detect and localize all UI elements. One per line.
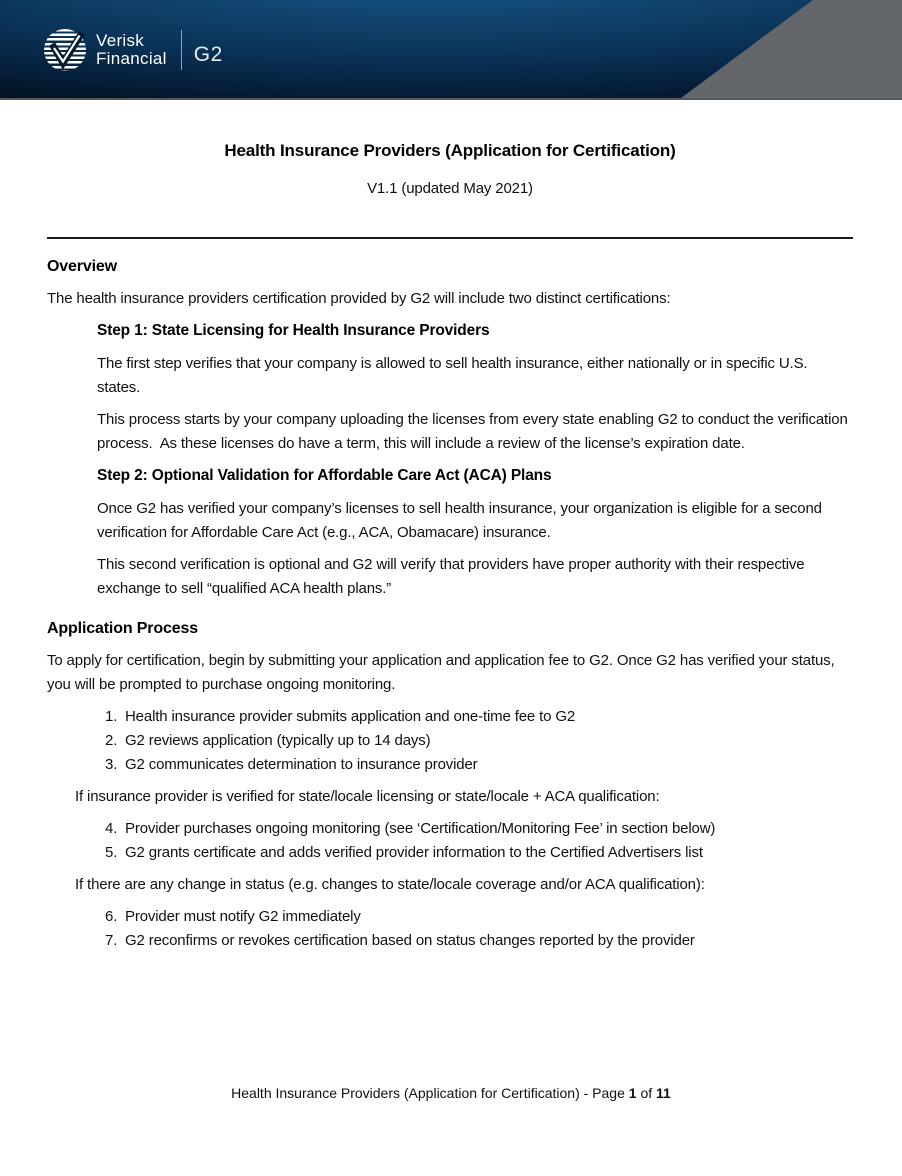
- conditional-note-1: If insurance provider is verified for state/locale licensing or state/locale + ACA qualification:: [75, 788, 660, 805]
- process-steps-4-5: [47, 817, 853, 865]
- overview-intro: The health insurance providers certification provided by G2 will include two distinct certifications:: [47, 290, 671, 307]
- step-text: G2 communicates determination to insurance provider: [125, 756, 478, 773]
- process-step-item-5: [47, 841, 853, 865]
- process-steps-1-3: [47, 705, 853, 777]
- title-rule: [47, 237, 853, 239]
- step-text: G2 grants certificate and adds verified provider information to the Certified Advertisers list: [125, 844, 703, 861]
- process-steps-6-7: [47, 905, 853, 953]
- verisk-financial-g2-logo: [44, 29, 223, 71]
- step-number: 1.: [105, 708, 118, 725]
- step-number: 2.: [105, 732, 118, 749]
- verisk-globe-icon: [44, 29, 86, 71]
- globe-checkmark: [44, 29, 86, 71]
- overview-heading: Overview: [47, 258, 117, 275]
- process-step-item-1: [47, 705, 853, 729]
- logo-divider: [181, 30, 182, 70]
- process-step-item-6: [47, 905, 853, 929]
- brand-name-line1: Verisk: [96, 31, 145, 50]
- step-1-paragraph-1: The first step verifies that your company is allowed to sell health insurance, either nationally or in specific U.S. states.: [97, 355, 812, 396]
- page-footer: [0, 1084, 902, 1102]
- process-step-item-2: [47, 729, 853, 753]
- process-step-item-4: [47, 817, 853, 841]
- step-text: Provider purchases ongoing monitoring (see ‘Certification/Monitoring Fee’ in section below): [125, 820, 716, 837]
- step-2-heading: Step 2: Optional Validation for Affordable Care Act (ACA) Plans: [97, 467, 552, 484]
- application-process-intro: To apply for certification, begin by submitting your application and application fee to G2. Once G2 has verified your status, you will be prompted to purchase ongoing monitoring.: [47, 652, 839, 693]
- step-1-paragraph-2: This process starts by your company uploading the licenses from every state enabling G2 to conduct the verification process. As these licenses do have a term, this will include a review of the license’s expiration date.: [97, 411, 852, 452]
- step-text: G2 reconfirms or revokes certification based on status changes reported by the provider: [125, 932, 695, 949]
- version-subtitle: V1.1 (updated May 2021): [367, 180, 533, 197]
- footer-page-number: 1: [628, 1085, 637, 1101]
- step-number: 6.: [105, 908, 118, 925]
- footer-total-pages: 11: [656, 1085, 671, 1101]
- step-text: Provider must notify G2 immediately: [125, 908, 361, 925]
- footer-of-text: of: [636, 1085, 657, 1101]
- brand-name: [96, 32, 167, 68]
- overview-steps: [97, 319, 853, 601]
- step-number: 4.: [105, 820, 118, 837]
- step-number: 7.: [105, 932, 118, 949]
- process-step-item-3: [47, 753, 853, 777]
- header-banner: [0, 0, 902, 100]
- application-process-heading: Application Process: [47, 620, 198, 637]
- step-text: G2 reviews application (typically up to 14 days): [125, 732, 431, 749]
- step-2-paragraph-1: Once G2 has verified your company’s licenses to sell health insurance, your organization is eligible for a second verification for Affordable Care Act (e.g., ACA, Obamacare) insurance.: [97, 500, 826, 541]
- process-step-item-7: [47, 929, 853, 953]
- step-2-paragraph-2: This second verification is optional and G2 will verify that providers have proper authority with their respective exchange to sell “qualified ACA health plans.”: [97, 556, 809, 597]
- document-title: Health Insurance Providers (Application for Certification): [224, 141, 676, 160]
- step-text: Health insurance provider submits application and one-time fee to G2: [125, 708, 576, 725]
- step-number: 5.: [105, 844, 118, 861]
- brand-name-line2: Financial: [96, 49, 167, 68]
- step-1-heading: Step 1: State Licensing for Health Insurance Providers: [97, 322, 490, 339]
- document-content: [0, 141, 902, 953]
- conditional-note-2: If there are any change in status (e.g. changes to state/locale coverage and/or ACA qualification):: [75, 876, 705, 893]
- footer-text: Health Insurance Providers (Application for Certification) - Page: [231, 1085, 629, 1101]
- brand-suffix-g2: G2: [193, 43, 223, 66]
- step-number: 3.: [105, 756, 118, 773]
